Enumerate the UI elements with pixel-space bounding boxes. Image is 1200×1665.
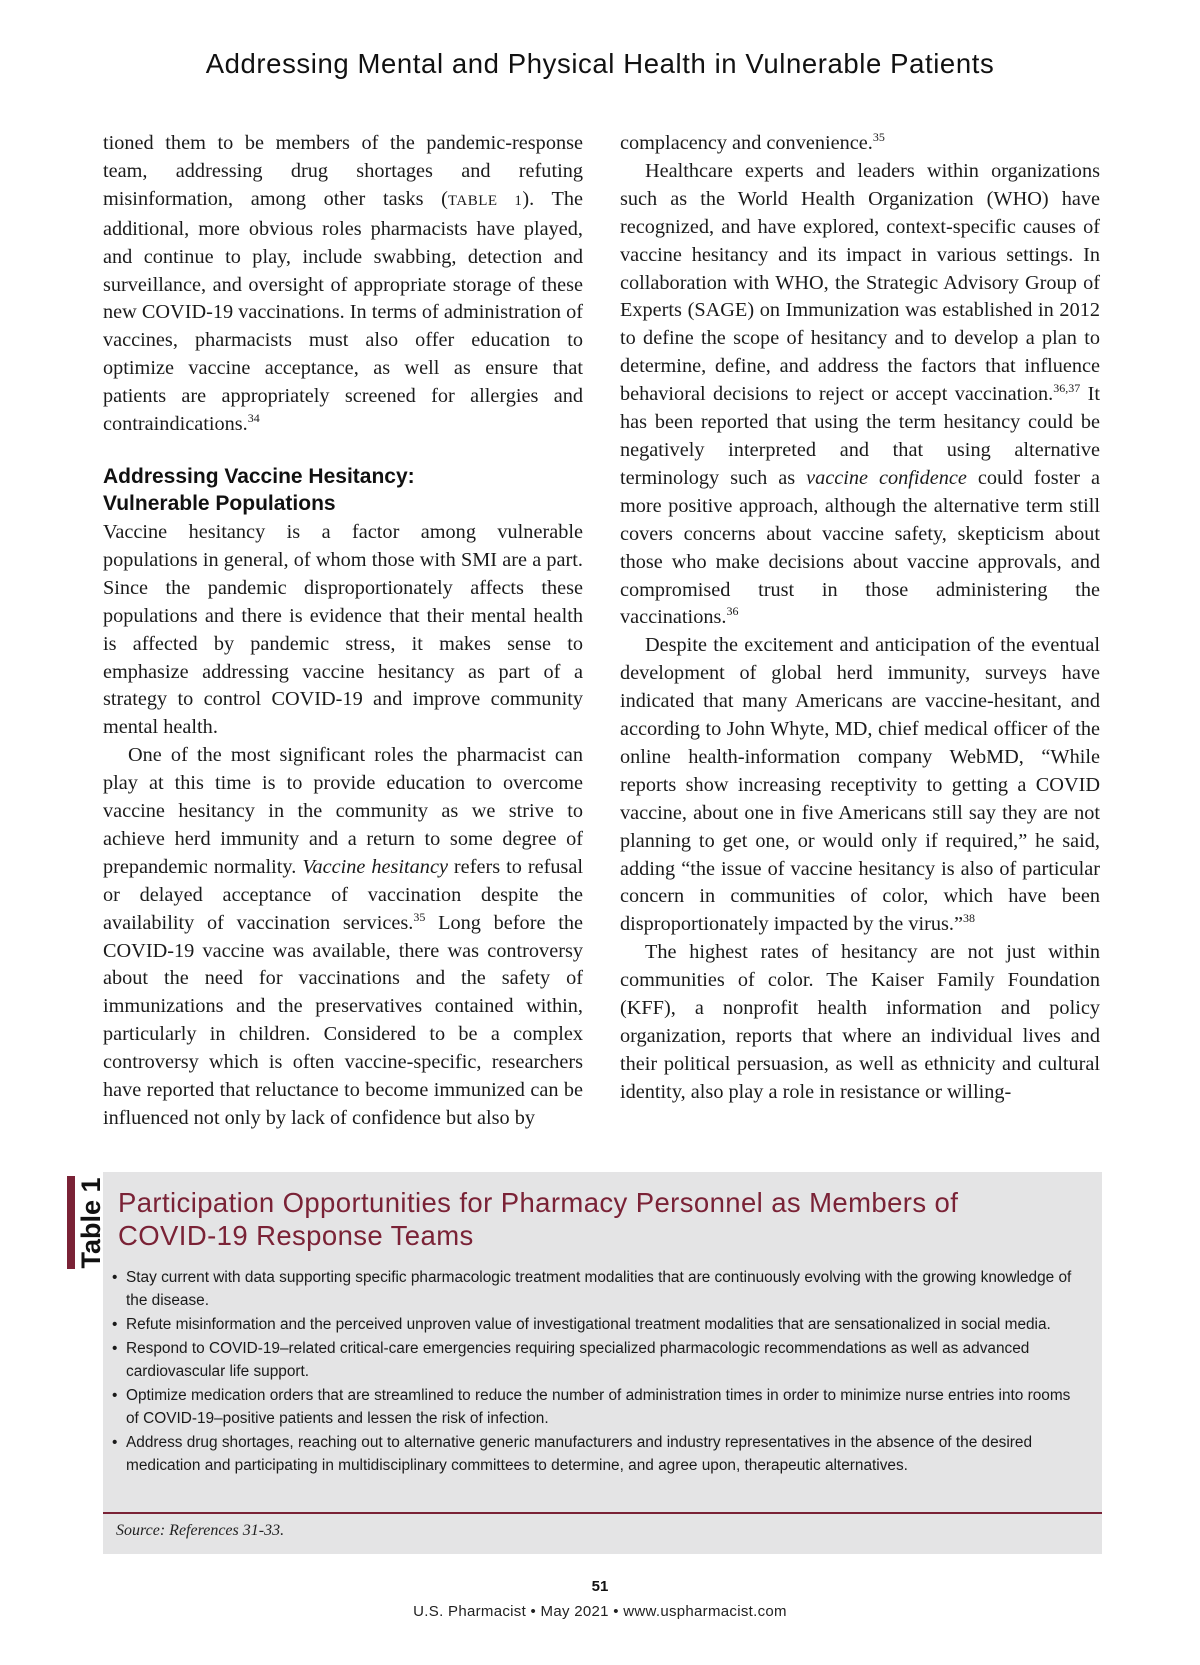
defined-term: Vaccine hesitancy [302,855,448,878]
table-divider [103,1512,1102,1514]
list-item: • Respond to COVID-19–related critical-care emergencies requiring specialized pharmacologic recommendations as well as advanced cardiovascular life support. [112,1337,1087,1383]
left-column [103,130,583,1133]
bullet-icon: • [112,1316,118,1333]
body-paragraph: tioned them to be members of the pandemic-response team, addressing drug shortages and refuting misinformation, among other tasks (TABLE 1). The additional, more obvious roles pharmacists have played, and continue to play, include swabbing, detection and surveillance, and oversight of appropriate storage of these new COVID-19 vaccinations. In terms of administration of vaccines, pharmacists must also offer education to optimize vaccine acceptance, as well as ensure that patients are appropriately screened for allergies and contraindications.$^{34}$ [103,132,583,436]
right-column [620,130,1100,1107]
body-paragraph: complacency and convenience.$^{35}$ [620,130,885,154]
page-number: 51 [591,1578,609,1595]
list-item: • Refute misinformation and the perceived unproven value of investigational treatment modalities that are sensationalized in social media. [112,1313,1087,1336]
body-paragraph: The highest rates of hesitancy are not just within communities of color. The Kaiser Family Foundation (KFF), a nonprofit health information and policy organization, reports that where an individual lives and their political persuasion, as well as ethnicity and cultural identity, also play a role in resistance or willing- [620,941,1100,1103]
defined-term: vaccine confidence [806,466,967,489]
bullet-icon: • [112,1340,118,1357]
table-source: Source: References 31-33. [116,1522,285,1539]
citation-ref: 36,37 [1053,381,1081,396]
citation-ref: 35 [872,130,885,145]
list-item: • Address drug shortages, reaching out to alternative generic manufacturers and industry representatives in the absence of the desired medication and participating in multidisciplinary committees to determine, and agree upon, therapeutic alternatives. [112,1431,1087,1477]
citation-ref: 36 [726,604,739,619]
table-tab [67,1176,106,1269]
list-item: • Optimize medication orders that are streamlined to reduce the number of administration times in order to minimize nurse entries into rooms of COVID-19–positive patients and lessen the risk of infection. [112,1384,1087,1430]
bullet-icon: • [112,1387,118,1404]
section-heading: Addressing Vaccine Hesitancy: Vulnerable Populations [103,464,415,515]
body-paragraph: Vaccine hesitancy is a factor among vulnerable populations in general, of whom those with SMI are a part. Since the pandemic disproportionately affects these populations and there is evidence that their mental health is affected by pandemic stress, it makes sense to emphasize addressing vaccine hesitancy as part of a strategy to control COVID-19 and improve community mental health. [103,520,583,739]
body-paragraph: Despite the excitement and anticipation of the eventual development of global herd immunity, surveys have indicated that many Americans are vaccine-hesitant, and according to John Whyte, MD, chief medical officer of the online health-information company WebMD, “While reports show increasing receptivity to getting a COVID vaccine, about one in five Americans still say they are not planning to get one, or would only if required,” he said, adding “the issue of vaccine hesitancy is also of particular concern in communities of color, which have been disproportionately impacted by the virus.”$^{38}$ [620,634,1100,936]
table-reference[interactable]: TABLE 1 [447,192,523,209]
bullet-icon: • [112,1434,118,1451]
running-header: Addressing Mental and Physical Health in Vulnerable Patients [205,48,995,79]
bullet-icon: • [112,1269,118,1286]
publication-footer: U.S. Pharmacist • May 2021 • www.uspharmacist.com [413,1603,787,1620]
table-title: Participation Opportunities for Pharmacy Personnel as Members of COVID-19 Response Teams [118,1187,959,1251]
table-label: Table 1 [76,1177,106,1269]
citation-ref: 34 [247,411,260,426]
body-paragraph: Healthcare experts and leaders within organizations such as the World Health Organization (WHO) have recognized, and have explored, context-specific causes of vaccine hesitancy and its impact in various settings. In collaboration with WHO, the Strategic Advisory Group of Experts (SAGE) on Immunization was established in 2012 to define the scope of hesitancy and to develop a plan to determine, define, and address the factors that influence behavioral decisions to reject or accept vaccination.$^{36,37}$ It has been reported that using the term hesitancy could be negatively interpreted and that using alternative terminology such as vaccine confidence could foster a more positive approach, although the alternative term still covers concerns about vaccine safety, skepticism about those who make decisions about vaccine approvals, and compromised trust in those administering the vaccinations.$^{36}$ [620,159,1101,629]
table-bullet-list [112,1266,1087,1478]
citation-ref: 38 [963,911,976,926]
body-paragraph: One of the most significant roles the pharmacist can play at this time is to provide education to overcome vaccine hesitancy in the community as we strive to achieve herd immunity and a return to some degree of prepandemic normality. Vaccine hesitancy refers to refusal or delayed acceptance of vaccination despite the availability of vaccination services.$^{35}$ Long before the COVID-19 vaccine was available, there was controversy about the need for vaccinations and the safety of immunizations and the preservatives contained within, particularly in children. Considered to be a complex controversy which is often vaccine-specific, researchers have reported that reluctance to become immunized can be influenced not only by lack of confidence but also by [103,744,584,1129]
list-item: • Stay current with data supporting specific pharmacologic treatment modalities that are continuously evolving with the growing knowledge of the disease. [112,1266,1087,1312]
citation-ref: 35 [413,909,426,924]
